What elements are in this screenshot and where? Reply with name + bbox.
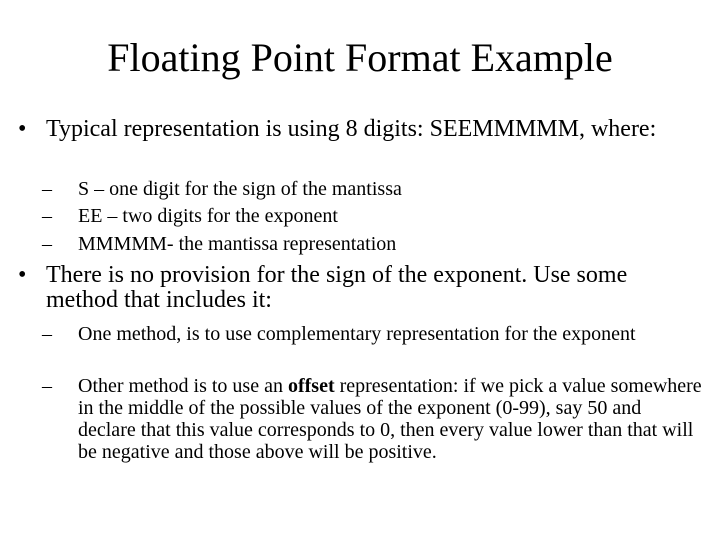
dash-marker: – (42, 375, 52, 397)
dash-marker: – (42, 178, 52, 200)
sub-bullet-1-3-text: MMMMM- the mantissa representation (78, 233, 397, 255)
dash-marker: – (42, 205, 52, 227)
sub-bullet-2-2 (42, 375, 702, 463)
bullet-1 (18, 117, 698, 142)
sub-bullet-1-1 (42, 178, 702, 200)
slide-title: Floating Point Format Example (107, 35, 613, 80)
bullet-2 (18, 263, 698, 313)
sub-bullet-2-2-text (78, 375, 702, 463)
sub-bullet-1-3 (42, 233, 702, 255)
sub-bullet-2-1 (42, 323, 702, 345)
bullet-marker: • (18, 262, 27, 288)
text-before: Other method is to use an (78, 375, 288, 397)
bullet-2-text: There is no provision for the sign of the exponent. Use some method that includes it: (46, 262, 628, 313)
dash-marker: – (42, 233, 52, 255)
text-after: representation: if we pick a value somewhere in the middle of the possible values of the exponent (0-99), say 50 and declare that this value corresponds to 0, then every value lower than that will be negative and those above will be positive. (78, 375, 702, 463)
sub-bullet-1-1-text: S – one digit for the sign of the mantissa (78, 178, 402, 200)
dash-marker: – (42, 323, 52, 345)
sub-bullet-1-2 (42, 205, 702, 227)
bullet-1-text: Typical representation is using 8 digits: SEEMMMMM, where: (46, 116, 657, 142)
bullet-marker: • (18, 116, 27, 142)
sub-bullet-1-2-text: EE – two digits for the exponent (78, 205, 338, 227)
bold-term-offset: offset (287, 375, 335, 397)
sub-bullet-2-1-text: One method, is to use complementary representation for the exponent (78, 323, 636, 345)
